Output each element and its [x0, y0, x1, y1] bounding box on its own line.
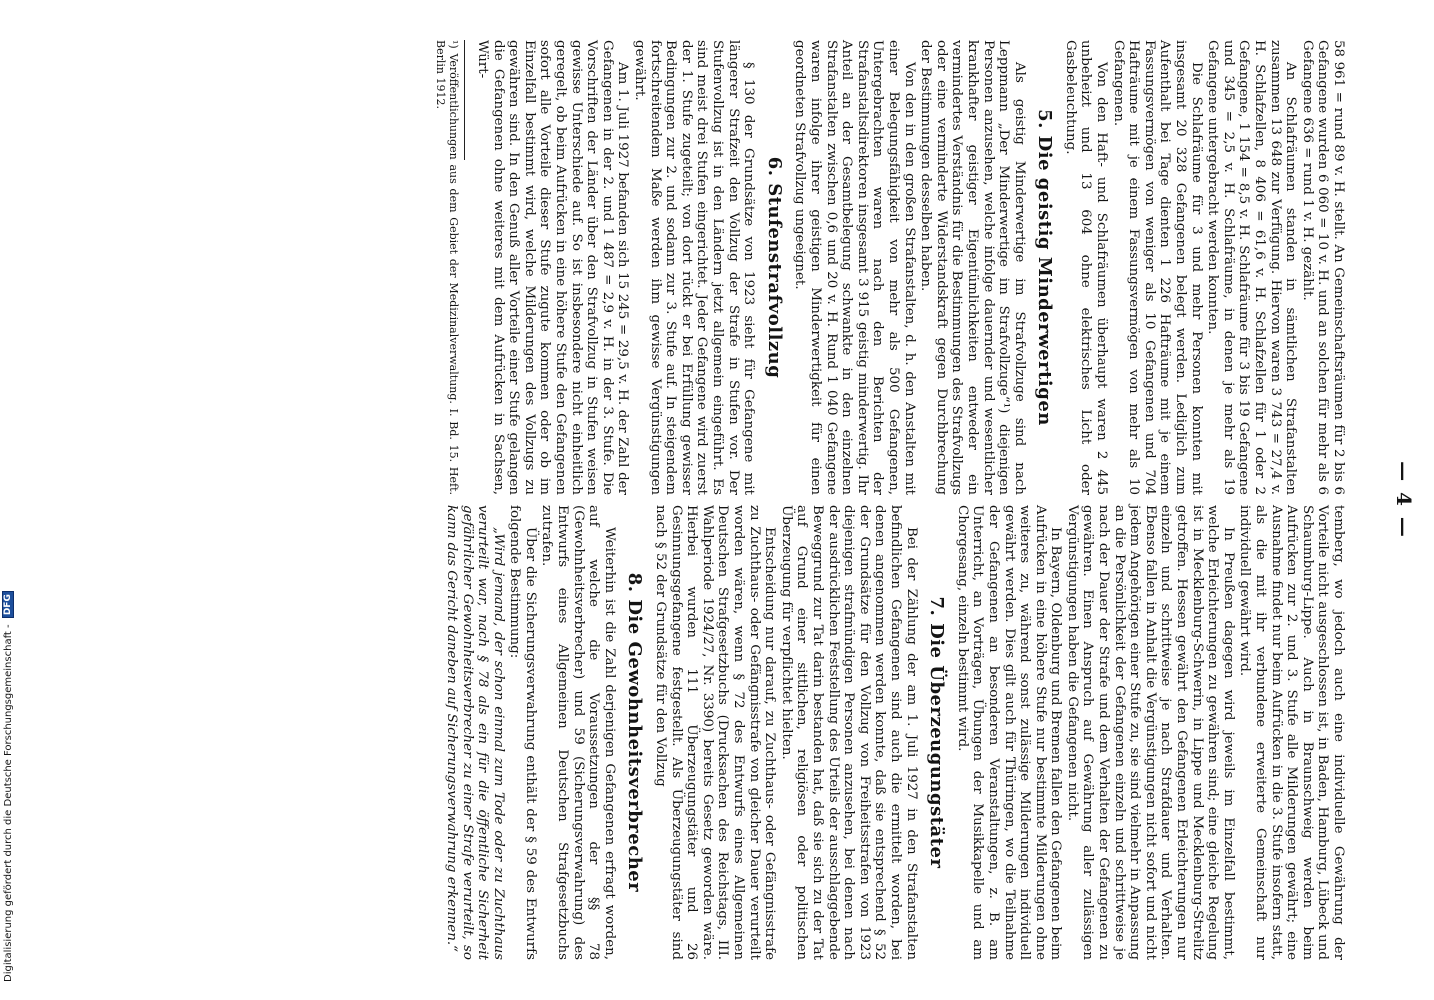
right-column	[442, 505, 1346, 960]
section-heading-6: 6. Stufenstrafvollzug	[763, 156, 785, 379]
section-heading-8: 8. Die Gewohnheitsverbrecher	[624, 572, 646, 893]
credit-text: Digitalisierung gefördert durch die Deutsche Forschungsgemeinschaft -	[3, 624, 14, 982]
paragraph: An Schlafräumen standen in sämtlichen Strafanstalten zusammen 13 648 zur Verfügung. Hiervon waren 3 743 = 27,4 v. H. Schlafzellen, 8 406 = 61,6 v. H. Schlafzellen für 1 oder 2 Gefangene, 1 154 = 8,5 v. H. Schlafräume für 3 bis 19 Gefangene und 345 = 2,5 v. H. Schlafräume, in denen je mehr als 19 Gefangene untergebracht werden konnten.	[1205, 40, 1299, 495]
paragraph: In Preußen dagegen wird jeweils im Einzelfall bestimmt, welche Erleichterungen zu gewähren sind; eine gleiche Regelung ist in Mecklenburg-Schwerin, in Lippe und Mecklenburg-Strelitz getroffen. Hessen gewährt den Gefangenen Erleichterungen nur einzeln und schrittweise je nach Strafdauer und Verhalten. Ebenso fallen in Anhalt die Vergünstigungen nicht sofort und nicht jedem Angehörigen einer Stufe zu, sie sind vielmehr in Anpassung an die Persönlichkeit der Gefangenen einzeln und schrittweise je nach der Dauer der Strafe und dem Verhalten der Gefangenen zu gewähren. Einen Anspruch auf Gewährung aller zulässigen Vergünstigungen haben die Gefangenen nicht.	[1064, 505, 1236, 960]
paragraph: Bei der Zählung der am 1. Juli 1927 in den Strafanstalten befindlichen Gefangenen sind auch die ermittelt worden, bei denen angenommen werden konnte, daß sie entsprechend § 52 der Grundsätze für den Vollzug von Freiheitsstrafen von 1923 diejenigen strafmündigen Personen anzusehen, bei denen nach der ausdrücklichen Feststellung des Urteils der ausschlaggebende Beweggrund zur Tat darin bestanden hat, daß sie sich zu der Tat auf Grund einer sittlichen, religiösen oder politischen Überzeugung für verpflichtet hielten.	[778, 505, 919, 960]
paragraph: § 130 der Grundsätze von 1923 sieht für Gefangene mit längerer Strafzeit den Vollzug der Strafe in Stufen vor. Der Stufenvollzug ist in den Ländern jetzt allgemein eingeführt. Es sind meist drei Stufen eingerichtet. Jeder Gefangene wird zuerst der 1. Stufe zugeteilt; von dort rückt er bei Erfüllung gewisser Bedingungen zur 2. und sodann zur 3. Stufe auf. In steigendem fortschreitendem Maße werden ihm gewisse Vergünstigungen gewährt.	[632, 40, 757, 495]
quotation: „Wird jemand, der schon einmal zum Tode oder zu Zuchthaus verurteilt war, nach § 78 als ein für die öffentliche Sicherheit gefährlicher Gewohnheitsverbrecher zu einer Strafe verurteilt, so kann das Gericht daneben auf Sicherungsverwahrung erkennen.“	[443, 505, 506, 960]
paragraph: In Bayern, Oldenburg und Bremen fallen den Gefangenen beim Aufrücken in eine höhere Stufe nur bestimmte Milderungen ohne weiteres zu, während sonst zulässige Milderungen individuell gewährt werden. Dies gilt auch für Thüringen, wo die Teilnahme der Gefangenen an besonderen Veranstaltungen, z. B. am Unterricht, an Vorträgen, Übungen der Musikkapelle und am Chorgesang, einzeln bestimmt wird.	[954, 505, 1064, 960]
paragraph: Entscheidung nur darauf, zu Zuchthaus- oder Gefängnisstrafe zu Zuchthaus- oder Gefängnisstrafe von gleicher Dauer verurteilt worden wären, wenn § 72 des Entwurfs eines Allgemeinen Deutschen Strafgesetzbuchs (Drucksachen des Reichstags, III. Wahlperiode 1924/27, Nr. 3390) bereits Gesetz geworden wäre. Hierbei wurden 111 Überzeugungstäter und 26 Gesinnungsgefangene festgestellt. Als Überzeugungstäter sind nach § 52 der Grundsätze für den Vollzug	[653, 505, 778, 960]
dfg-logo: DFG	[2, 591, 14, 618]
paragraph: Von den Haft- und Schlafräumen überhaupt waren 2 445 unbeheizt und 13 604 ohne elektrisches Licht oder Gasbeleuchtung.	[1062, 40, 1110, 495]
left-column	[433, 40, 1346, 495]
paragraph: Über die Sicherungsverwahrung enthält der § 59 des Entwurfs folgende Bestimmung:	[507, 505, 538, 960]
paragraph: 58 961 = rund 89 v. H. stellt. An Gemeinschaftsräumen für 2 bis 6 Gefangene wurden 6 060 = 10 v. H. und an solchen für mehr als 6 Gefangene 636 = rund 1 v. H. gezählt.	[1299, 40, 1346, 495]
section-heading-5: 5. Die geistig Minderwertigen	[1034, 109, 1056, 426]
paragraph: Am 1. Juli 1927 befanden sich 15 245 = 29,5 v. H. der Zahl der Gefangenen in der 2. und 1 487 = 2,9 v. H. in der 3. Stufe. Die Vorschriften der Länder über den Strafvollzug in Stufen weisen gewisse Unterschiede auf. So ist insbesondere nicht einheitlich geregelt, ob beim Aufrücken in eine höhere Stufe den Gefangenen sofort alle Vorteile dieser Stufe zugute kommen oder ob im Einzelfall bestimmt wird, welche Milderungen des Vollzugs zu gewähren sind. In den Genuß aller Vorteile einer Stufe gelangen die Gefangenen ohne weiteres mit dem Aufrücken in Sachsen, Würt-	[475, 40, 631, 495]
page-number: — 4 —	[1392, 461, 1416, 539]
footnote: ¹) Veröffentlichungen aus dem Gebiet der Medizinalverwaltung. I. Bd. 15. Heft. Berlin 1912.	[433, 40, 460, 495]
footnote-divider	[464, 40, 465, 160]
paragraph: Weiterhin ist die Zahl derjenigen Gefangenen erfragt worden, auf welche die Voraussetzungen der §§ 78 (Gewohnheitsverbrecher) und 59 (Sicherungsverwahrung) des Entwurfs eines Allgemeinen Deutschen Strafgesetzbuchs zutrafen.	[539, 505, 617, 960]
paragraph: Als geistig Minderwertige im Strafvollzuge sind nach Leppmann „Der Minderwertige im Strafvollzuge“¹) diejenigen Personen anzusehen, welche infolge dauernder und wesentlicher krankhafter geistiger Eigentümlichkeiten entweder ein vermindertes Verständnis für die Bestimmungen des Strafvollzugs oder eine verminderte Widerstandskraft gegen Durchbrechung der Bestimmungen desselben haben.	[918, 40, 1027, 495]
paragraph: Die Schlafräume für 3 und mehr Personen konnten mit insgesamt 20 328 Gefangenen belegt werden. Lediglich zum Aufenthalt bei Tage dienten 1 226 Hafträume mit je einem Fassungsvermögen von weniger als 10 Gefangenen und 704 Hafträume mit je einem Fassungsvermögen von mehr als 10 Gefangenen.	[1110, 40, 1204, 495]
paragraph: temberg, wo jedoch auch eine individuelle Gewährung der Vorteile nicht ausgeschlossen ist, in Baden, Hamburg, Lübeck und Schaumburg-Lippe. Auch in Braunschweig werden beim Aufrücken zur 2. und 3. Stufe alle Milderungen gewährt; eine Ausnahme findet nur beim Aufrücken in die 3. Stufe insofern statt, als die mit ihr verbundene erweiterte Gemeinschaft nur individuell gewährt wird.	[1237, 505, 1346, 960]
paragraph: Von den in den großen Strafanstalten, d. h. den Anstalten mit einer Belegungsfähigkeit von mehr als 500 Gefangenen, Untergebrachten waren nach den Berichten der Strafanstaltsdirektoren insgesamt 3 915 geistig minderwertig. Ihr Anteil an der Gesamtbelegung schwankte in den einzelnen Strafanstalten zwischen 0,6 und 20 v. H. Rund 1 040 Gefangene waren infolge ihrer geistigen Minderwertigkeit für einen geordneten Strafvollzug ungeeignet.	[792, 40, 917, 495]
section-heading-7: 7. Die Überzeugungstäter	[926, 596, 948, 869]
digitization-credit	[0, 0, 20, 1000]
